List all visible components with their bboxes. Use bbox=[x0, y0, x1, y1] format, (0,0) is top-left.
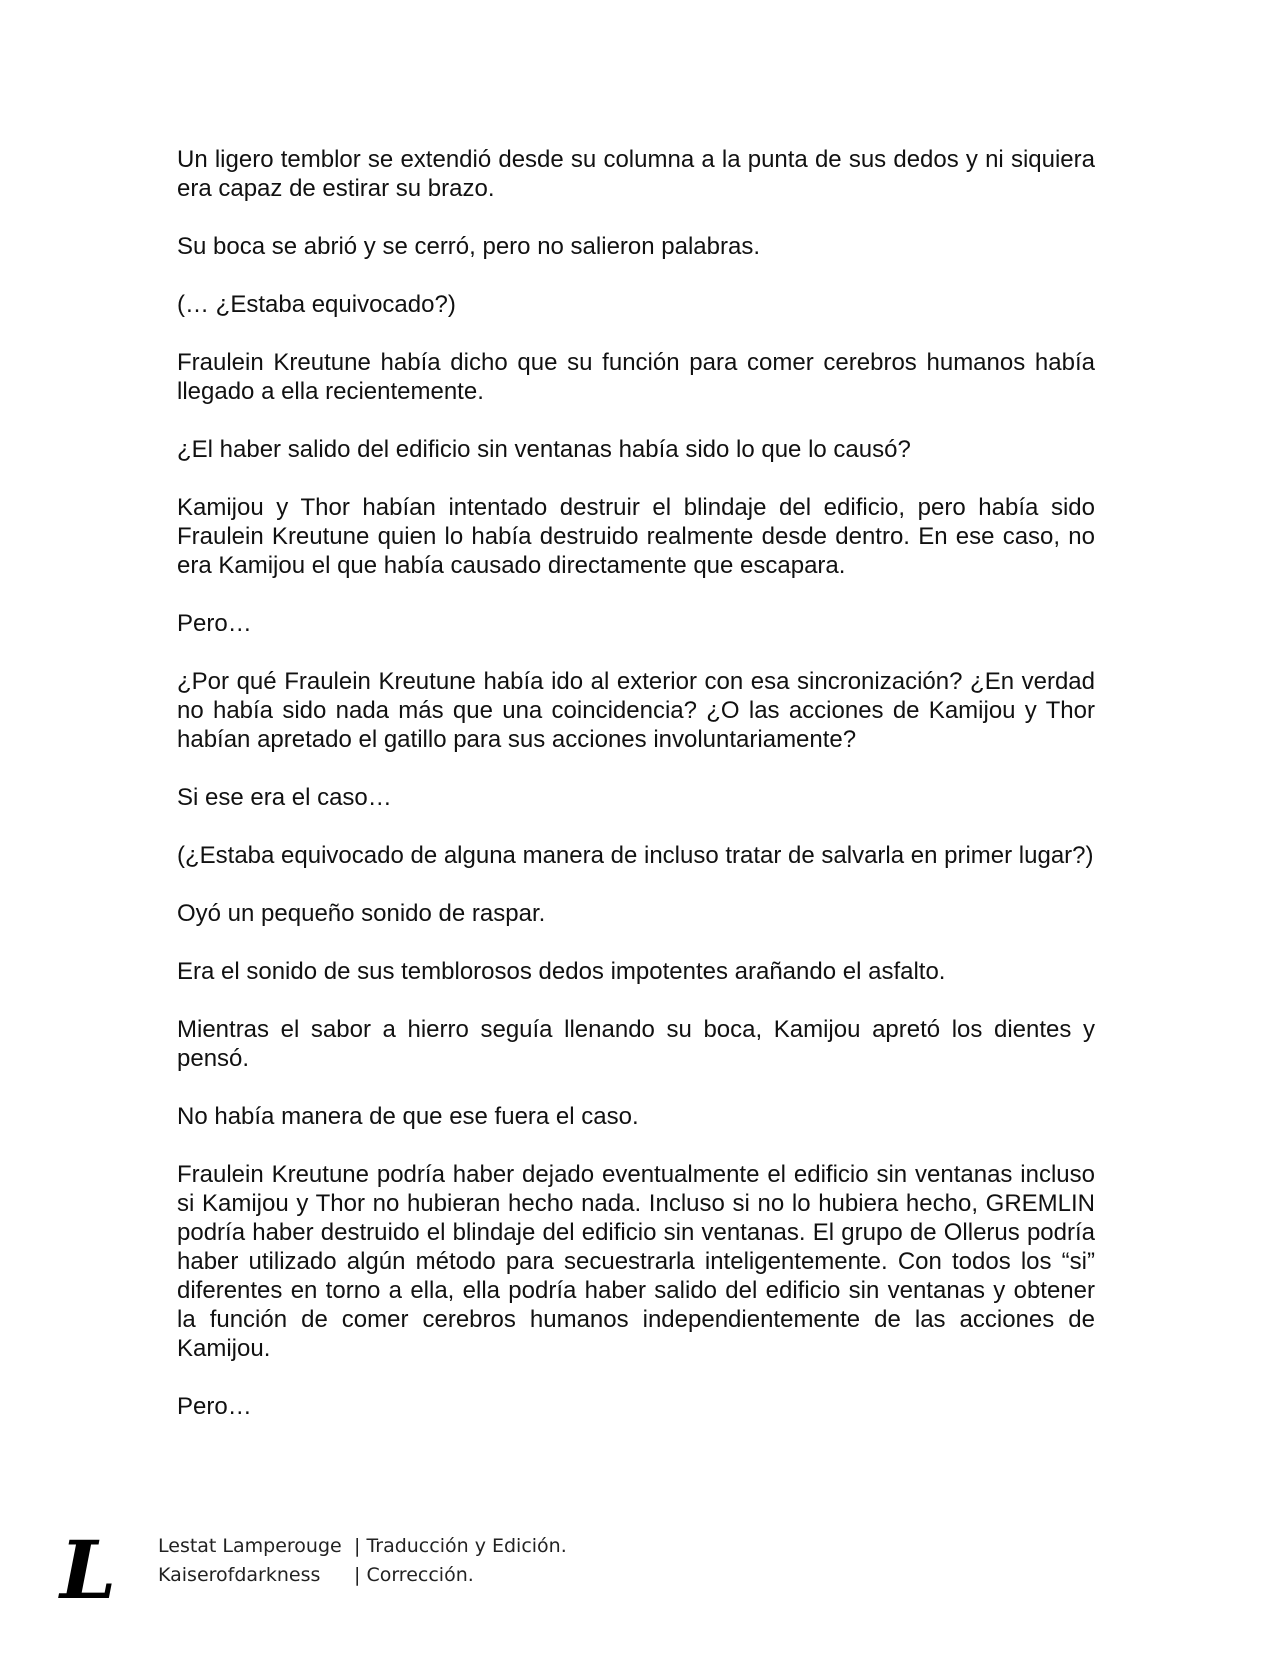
l-logo-icon: L bbox=[60, 1523, 117, 1617]
credit-name: Lestat Lamperouge bbox=[158, 1535, 342, 1557]
paragraph: Era el sonido de sus temblorosos dedos impotentes arañando el asfalto. bbox=[177, 958, 946, 985]
body-text bbox=[177, 145, 1095, 1450]
paragraph: Su boca se abrió y se cerró, pero no salieron palabras. bbox=[177, 233, 760, 260]
credit-name: Kaiserofdarkness bbox=[158, 1564, 321, 1586]
paragraph: Fraulein Kreutune había dicho que su función para comer cerebros humanos había llegado a ella recientemente. bbox=[177, 349, 1095, 405]
paragraph: ¿Por qué Fraulein Kreutune había ido al exterior con esa sincronización? ¿En verdad no había sido nada más que una coincidencia? ¿O las acciones de Kamijou y Thor habían apretado el gatillo para sus acciones involuntariamente? bbox=[177, 668, 1095, 753]
credit-correction bbox=[158, 1561, 567, 1590]
paragraph: Fraulein Kreutune podría haber dejado eventualmente el edificio sin ventanas incluso si Kamijou y Thor no hubieran hecho nada. Incluso si no lo hubiera hecho, GREMLIN podría haber destruido el blindaje del edificio sin ventanas. El grupo de Ollerus podría haber utilizado algún método para secuestrarla inteligentemente. Con todos los “si” diferentes en torno a ella, ella podría haber salido del edificio sin ventanas y obtener la función de comer cerebros humanos independientemente de las acciones de Kamijou. bbox=[177, 1161, 1095, 1362]
credit-translation bbox=[158, 1532, 567, 1561]
paragraph: Kamijou y Thor habían intentado destruir el blindaje del edificio, pero había sido Fraulein Kreutune quien lo había destruido realmente desde dentro. En ese caso, no era Kamijou el que había causado directamente que escapara. bbox=[177, 494, 1095, 579]
paragraph: Pero… bbox=[177, 610, 252, 637]
page-footer bbox=[60, 1523, 760, 1617]
paragraph: Si ese era el caso… bbox=[177, 784, 392, 811]
paragraph: Pero… bbox=[177, 1393, 252, 1420]
paragraph: ¿El haber salido del edificio sin ventanas había sido lo que lo causó? bbox=[177, 436, 911, 463]
credits bbox=[158, 1532, 567, 1590]
paragraph: (… ¿Estaba equivocado?) bbox=[177, 291, 456, 318]
paragraph: Oyó un pequeño sonido de raspar. bbox=[177, 900, 546, 927]
paragraph: Mientras el sabor a hierro seguía llenando su boca, Kamijou apretó los dientes y pensó. bbox=[177, 1016, 1095, 1072]
paragraph: (¿Estaba equivocado de alguna manera de incluso tratar de salvarla en primer lugar?) bbox=[177, 842, 1094, 869]
paragraph: No había manera de que ese fuera el caso. bbox=[177, 1103, 639, 1130]
paragraph: Un ligero temblor se extendió desde su columna a la punta de sus dedos y ni siquiera era capaz de estirar su brazo. bbox=[177, 146, 1095, 202]
credit-role: | Traducción y Edición. bbox=[354, 1535, 567, 1557]
credit-role: | Corrección. bbox=[354, 1564, 474, 1586]
